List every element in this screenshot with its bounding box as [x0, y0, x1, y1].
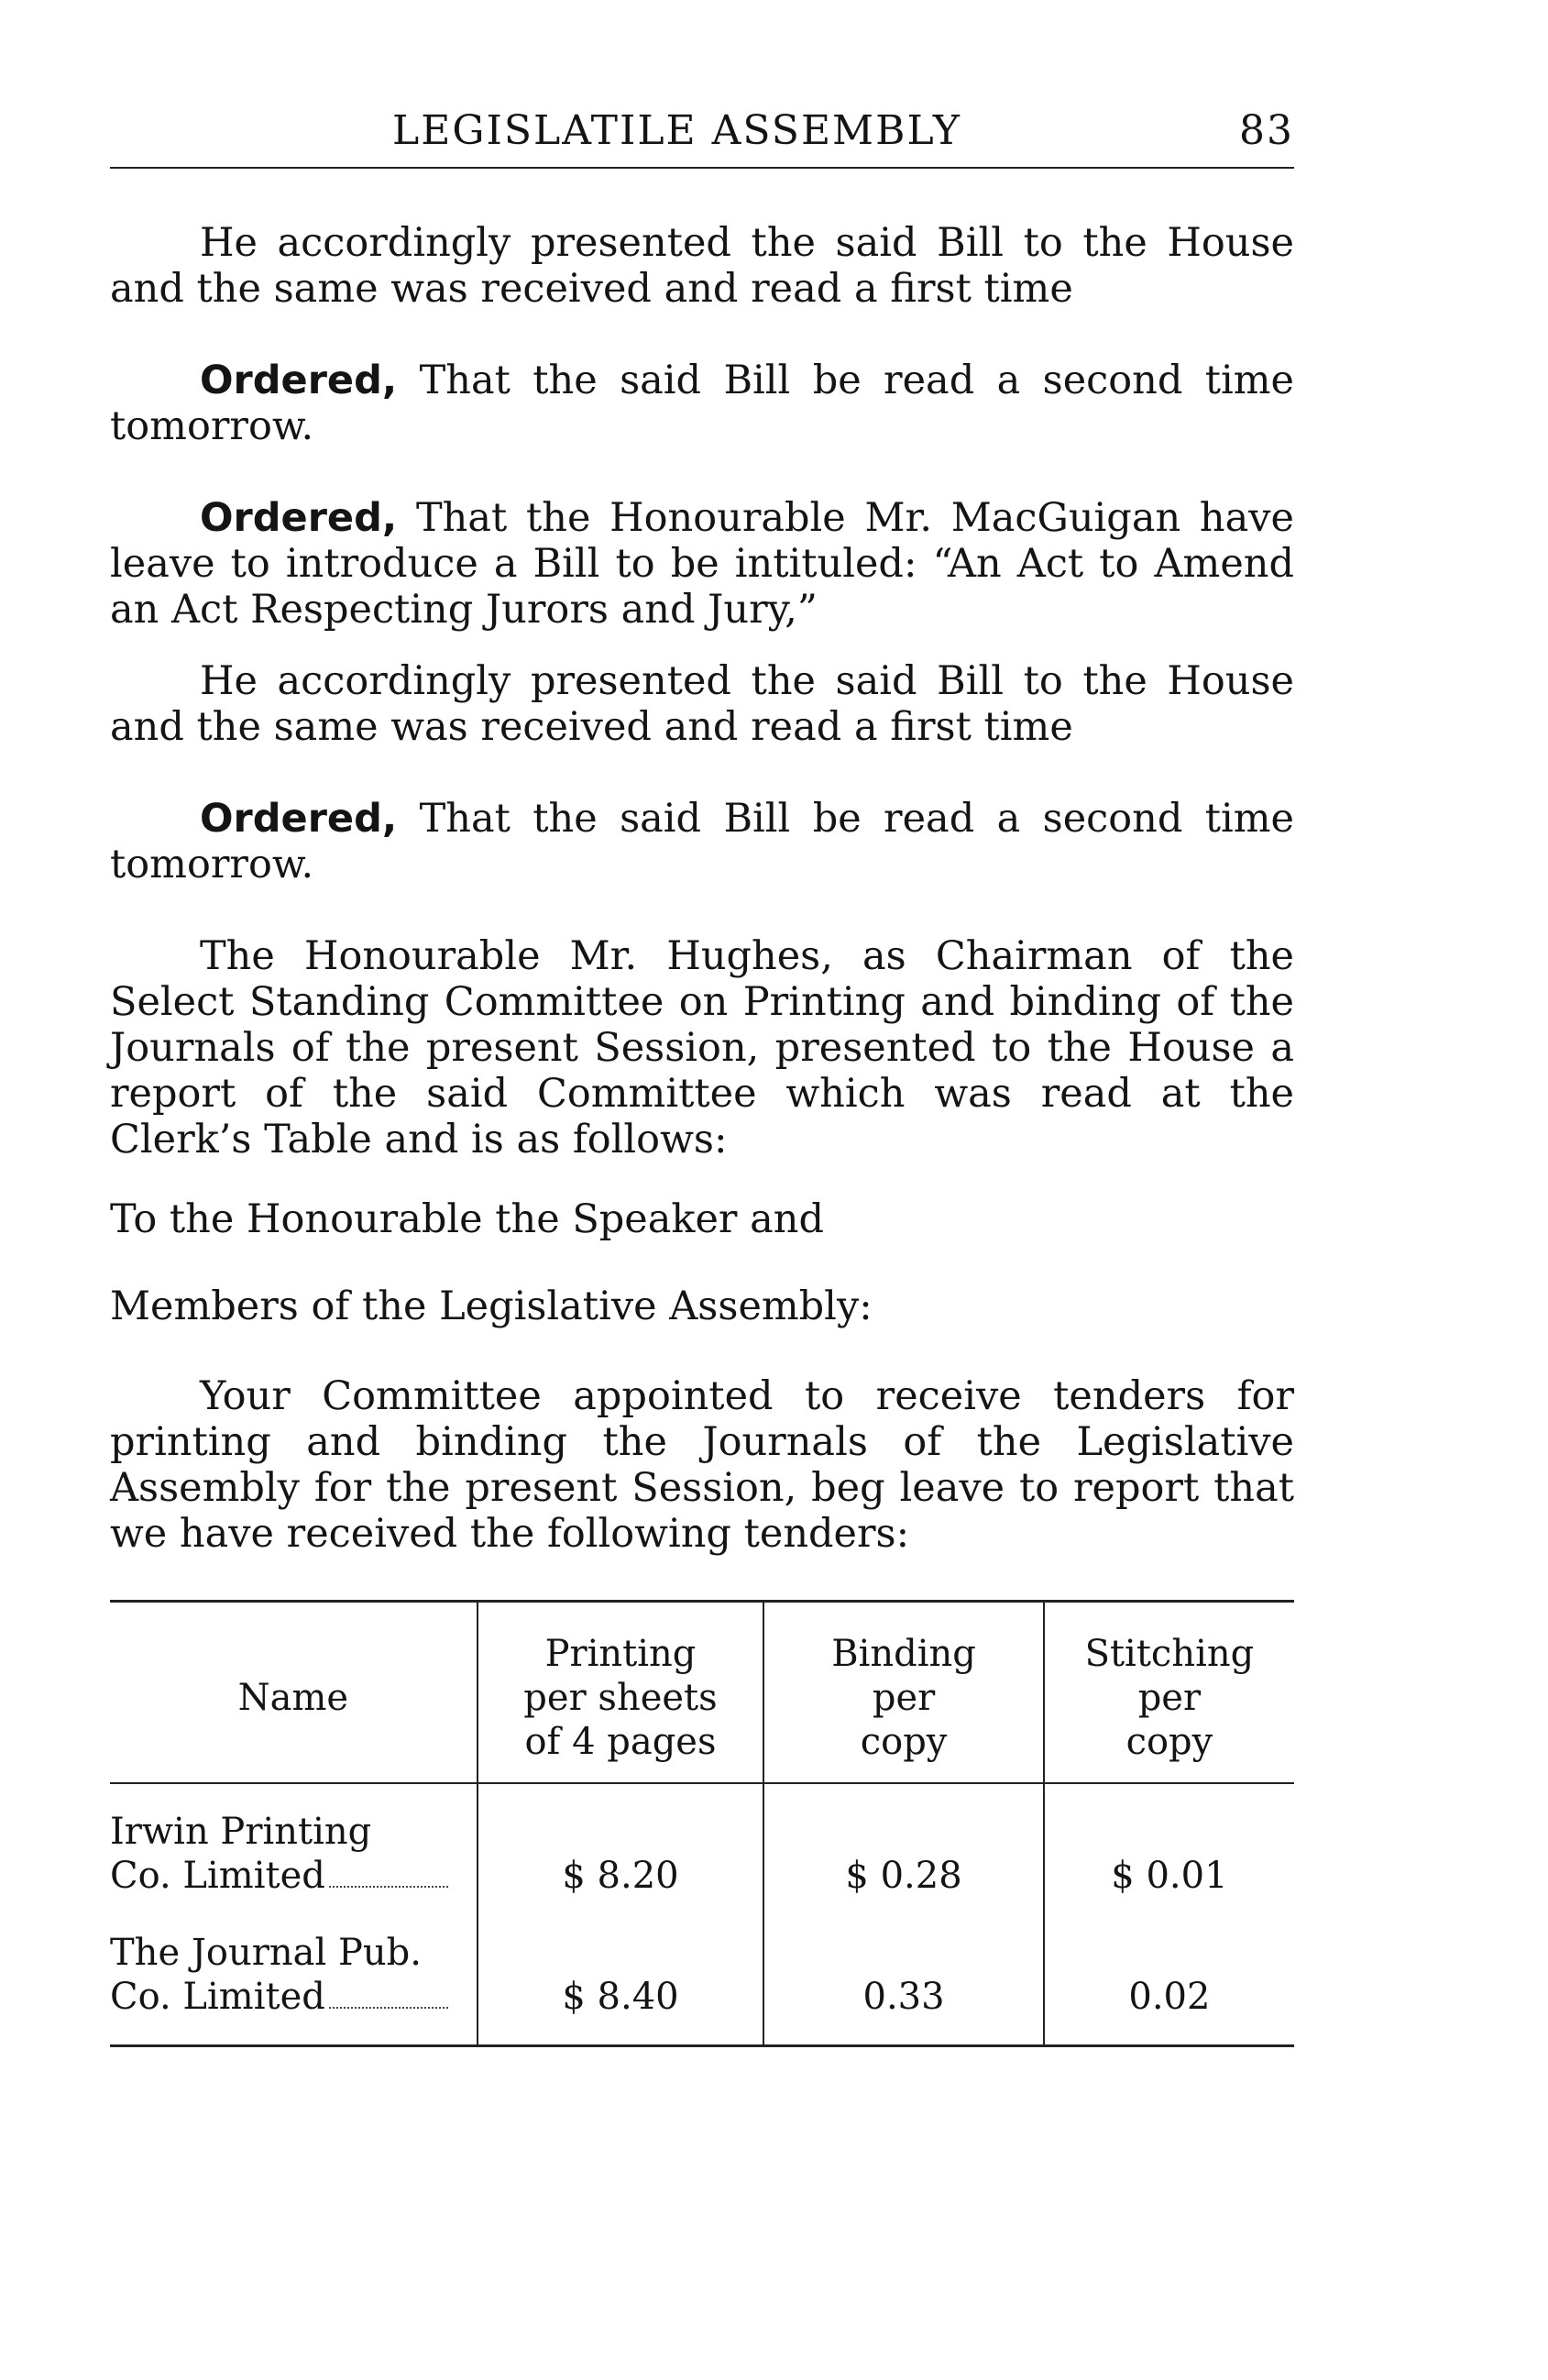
ordered-text: That the said Bill be read a second time tomorrow. [110, 358, 1294, 449]
header-title: LEGISLATILE ASSEMBLY [392, 107, 961, 154]
cell-stitching: $ 0.01 [1044, 1783, 1294, 1905]
page-number: 83 [1239, 107, 1294, 154]
header-binding: Binding per copy [763, 1602, 1044, 1784]
paragraph-bill-presented-1: He accordingly presented the said Bill to the House and the same was received and read a first time [110, 220, 1294, 312]
header-name: Name [110, 1602, 478, 1784]
header-stitching: Stitching per copy [1044, 1602, 1294, 1784]
cell-name: Irwin Printing Co. Limited [110, 1783, 478, 1905]
cell-name: The Journal Pub. Co. Limited [110, 1905, 478, 2046]
tenders-table [110, 1600, 1294, 2047]
cell-stitching: 0.02 [1044, 1905, 1294, 2046]
ordered-text: That the Honourable Mr. MacGuigan have leave to introduce a Bill to be intituled: “An Act to Amend an Act Respecting Jurors and Jury,” [110, 495, 1294, 633]
cell-printing: $ 8.40 [478, 1905, 764, 2046]
header-printing: Printing per sheets of 4 pages [478, 1602, 764, 1784]
paragraph-hughes-report: The Honourable Mr. Hughes, as Chairman of the Select Standing Committee on Printing and binding of the Journals of the present Session, presented to the House a report of the said Committee which was read at the Clerk’s Table and is as follows: [110, 933, 1294, 1162]
paragraph-bill-presented-2: He accordingly presented the said Bill to the House and the same was received and read a first time [110, 658, 1294, 750]
cell-binding: $ 0.28 [763, 1783, 1044, 1905]
paragraph-ordered-second-reading-1 [110, 358, 1294, 449]
address-line-2: Members of the Legislative Assembly: [110, 1284, 873, 1329]
ordered-label: Ordered, [200, 495, 398, 541]
running-header [110, 103, 1294, 169]
table-header-row [110, 1602, 1294, 1784]
dot-leader [329, 2007, 448, 2009]
table-row [110, 1905, 1294, 2046]
ordered-text: That the said Bill be read a second time tomorrow. [110, 796, 1294, 887]
paragraph-committee-tenders: Your Committee appointed to receive tenders for printing and binding the Journals of the Legislative Assembly for the present Session, beg leave to report that we have received the following tenders: [110, 1373, 1294, 1557]
cell-binding: 0.33 [763, 1905, 1044, 2046]
ordered-label: Ordered, [200, 358, 398, 403]
paragraph-ordered-leave-macguigan [110, 495, 1294, 633]
cell-printing: $ 8.20 [478, 1783, 764, 1905]
table-row [110, 1783, 1294, 1905]
ordered-label: Ordered, [200, 796, 398, 842]
address-line-1: To the Honourable the Speaker and [110, 1196, 824, 1242]
dot-leader [329, 1886, 448, 1888]
paragraph-ordered-second-reading-2 [110, 796, 1294, 887]
